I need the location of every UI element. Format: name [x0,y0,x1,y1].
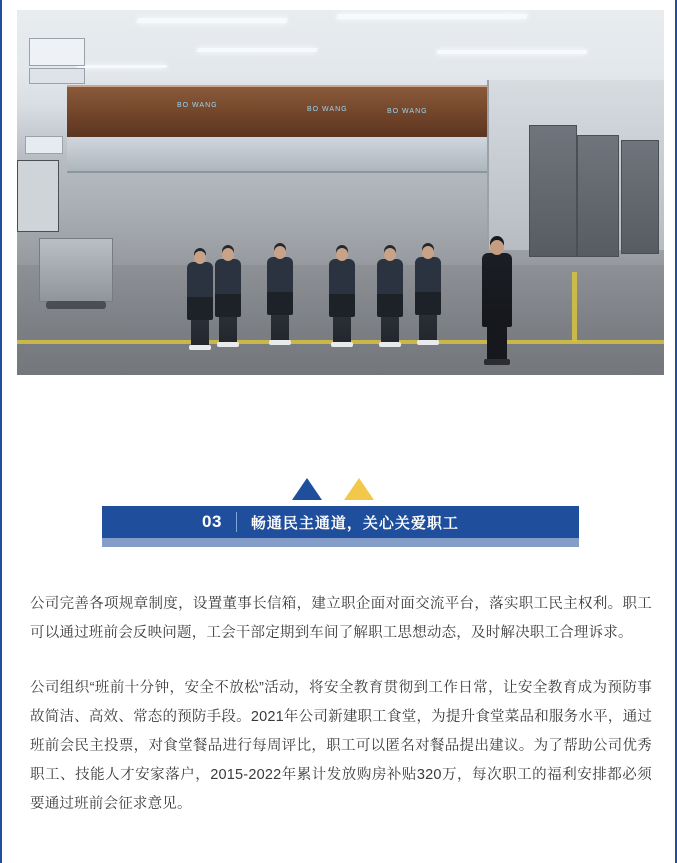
paragraph: 公司完善各项规章制度，设置董事长信箱，建立职企面对面交流平台，落实职工民主权利。职工可以通过班前会反映问题，工会干部定期到车间了解职工思想动态，及时解决职工合理诉求。 [30,596,652,641]
triangle-blue-icon [292,478,322,500]
heading-divider [236,512,237,532]
electrical-cabinet [621,140,659,254]
wall-sign [29,68,85,84]
wall-sign [25,136,63,154]
wall-panel [17,160,59,232]
floor-marking-line [572,272,577,342]
triangle-yellow-icon [344,478,374,500]
electrical-cabinet [577,135,619,257]
ceiling-light [436,50,587,54]
section-title: 畅通民主通道，关心关爱职工 [250,514,459,532]
factory-floor-meeting-photo [17,10,664,375]
machine-body [67,137,487,173]
ceiling-light [336,14,528,19]
electrical-cabinet [529,125,577,257]
machine-brand-label: BO WANG [307,106,348,113]
section-number: 03 [202,512,222,531]
ceiling-light [196,48,317,52]
wall-sign [29,38,85,66]
paragraph: 公司组织“班前十分钟，安全不放松”活动，将安全教育贯彻到工作日常，让安全教育成为预防事故简洁、高效、常态的预防手段。2021年公司新建职工食堂，为提升食堂菜品和服务水平，通过班前会民主投票，对食堂餐品进行每周评比，职工可以匿名对餐品提出建议。为了帮助公司优秀职工、技能人才安家落户，2015-2022年累计发放购房补贴320万，每次职工的福利安排都必须要通过班前会征求意见。 [30,680,652,812]
heading-triangles [292,478,392,500]
ceiling-light [136,18,288,23]
body-content [30,590,652,845]
machine-brand-label: BO WANG [177,102,218,109]
ceiling-light [77,65,168,68]
machine-brand-label: BO WANG [387,108,428,115]
tool-cart [39,238,113,302]
section-heading-bar [102,506,579,538]
